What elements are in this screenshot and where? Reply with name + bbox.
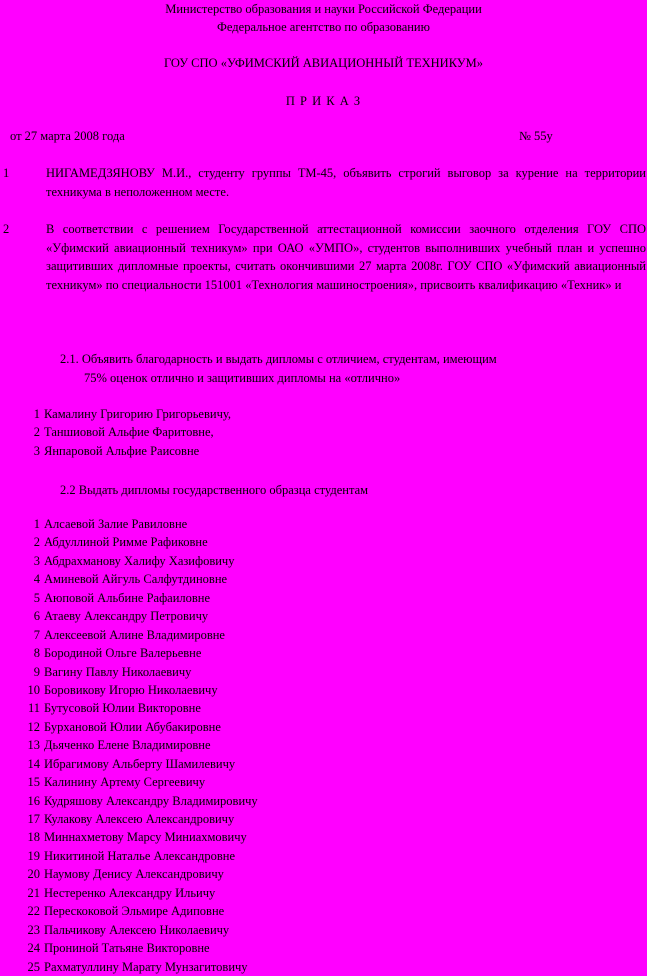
- list-item-number: 10: [27, 682, 40, 697]
- list-item-number: 20: [27, 867, 40, 882]
- list-item-number: 5: [33, 590, 40, 605]
- subsection-2-2-heading: 2.2 Выдать дипломы государственного образца студентам: [60, 483, 369, 497]
- list-item: [33, 423, 231, 441]
- list-item-name: Кулакову Алексею Александровичу: [44, 812, 235, 826]
- list-item: [24, 755, 258, 773]
- item-number: 1: [3, 166, 10, 180]
- list-item-number: 2: [33, 425, 40, 440]
- list-item: [24, 921, 258, 939]
- list-item: [24, 533, 258, 551]
- list-item-number: 16: [27, 793, 40, 808]
- list-item-number: 12: [27, 719, 40, 734]
- order-date: от 27 марта 2008 года: [10, 129, 125, 143]
- list-item-name: Миннахметову Марсу Миниахмовичу: [44, 830, 247, 845]
- list-item-number: 22: [27, 904, 40, 919]
- list-item-number: 3: [33, 553, 40, 568]
- list-item-name: Ибрагимову Альберту Шамилевичу: [44, 756, 236, 771]
- list-item-name: Бородиной Ольге Валерьевне: [44, 646, 202, 661]
- list-item-name: Рахматуллину Марату Мунзагитовичу: [44, 959, 248, 974]
- list-item: [33, 442, 231, 460]
- list-item: [24, 681, 258, 699]
- list-item-number: 9: [33, 664, 40, 679]
- list-item: [24, 718, 258, 736]
- institution-title: ГОУ СПО «УФИМСКИЙ АВИАЦИОННЫЙ ТЕХНИКУМ»: [163, 56, 484, 70]
- list-item: [24, 570, 258, 588]
- list-item: [24, 810, 258, 828]
- agency-line: Федеральное агентство по образованию: [217, 20, 430, 34]
- list-item-number: 19: [27, 848, 40, 863]
- list-item: [24, 607, 258, 625]
- order-title: П Р И К А З: [285, 94, 362, 108]
- list-item-name: Аюповой Альбине Рафаиловне: [44, 590, 211, 605]
- list-item: [24, 699, 258, 717]
- list-item-name: Таншиовой Альфие Фаритовне,: [44, 425, 214, 440]
- list-item: [24, 939, 258, 957]
- list-item-name: Пальчикову Алексею Николаевичу: [44, 922, 230, 937]
- list-item-number: 4: [33, 572, 40, 587]
- list-item-number: 25: [27, 959, 40, 974]
- list-item-name: Аминевой Айгуль Салфутдиновне: [44, 572, 228, 587]
- list-item-number: 21: [27, 885, 40, 900]
- item-text: В соответствии с решением Государственной аттестационной комиссии заочного отделения ГОУ СПО «Уфимский авиационный техникум» при ОАО «УМПО», студентов выполнивших учебный план и успешно защитивших дипломные проекты, считать окончившими 27 марта 2008г. ГОУ СПО «Уфимский авиационный техникум» по специальности 151001 «Технология машиностроения», присвоить квалификацию «Техник» и: [46, 222, 646, 292]
- diploma-student-list: [24, 515, 258, 976]
- ministry-line: Министерство образования и науки Российской Федерации: [165, 2, 482, 16]
- list-item-number: 1: [33, 517, 40, 531]
- subsection-2-1-line2: 75% оценок отлично и защитивших дипломы на «отлично»: [84, 370, 401, 385]
- list-item-number: 11: [27, 701, 40, 716]
- list-item-number: 13: [27, 738, 40, 753]
- list-item: [24, 736, 258, 754]
- list-item-number: 15: [27, 775, 40, 790]
- list-item: [24, 792, 258, 810]
- item-number: 2: [3, 222, 10, 236]
- list-item-name: Калинину Артему Сергеевичу: [44, 775, 206, 790]
- list-item-name: Камалину Григорию Григорьевичу,: [44, 407, 231, 421]
- list-item-number: 17: [27, 812, 40, 826]
- list-item-name: Алсаевой Залие Равиловне: [44, 517, 188, 531]
- list-item-name: Абдуллиной Римме Рафиковне: [44, 535, 208, 550]
- list-item: [24, 552, 258, 570]
- list-item-number: 14: [27, 756, 40, 771]
- list-item-name: Бурхановой Юлии Абубакировне: [44, 719, 221, 734]
- list-item-name: Прониной Татьяне Викторовне: [44, 941, 210, 956]
- list-item: [24, 773, 258, 791]
- subsection-2-1-line1: 2.1. Объявить благодарность и выдать дипломы с отличием, студентам, имеющим: [60, 352, 497, 366]
- subsection-2-1: [60, 350, 646, 387]
- item-text: НИГАМЕДЗЯНОВУ М.И., студенту группы ТМ-45, объявить строгий выговор за курение на территории техникума в неположенном месте.: [46, 166, 646, 199]
- list-item-number: 7: [33, 627, 40, 642]
- list-item: [24, 884, 258, 902]
- list-item-name: Алексеевой Алине Владимировне: [44, 627, 225, 642]
- list-item-name: Наумову Денису Александровичу: [44, 867, 224, 882]
- list-item-name: Нестеренко Александру Ильичу: [44, 885, 216, 900]
- list-item-name: Дьяченко Елене Владимировне: [44, 738, 211, 753]
- list-item-name: Кудряшову Александру Владимировичу: [44, 793, 258, 808]
- list-item: [24, 644, 258, 662]
- list-item-number: 2: [33, 535, 40, 550]
- honors-student-list: [33, 405, 231, 460]
- list-item: [24, 663, 258, 681]
- list-item-name: Атаеву Александру Петровичу: [44, 609, 209, 624]
- list-item-name: Бутусовой Юлии Викторовне: [44, 701, 201, 716]
- list-item: [24, 589, 258, 607]
- order-number: № 55у: [519, 129, 553, 143]
- list-item-name: Перескоковой Эльмире Адиповне: [44, 904, 225, 919]
- list-item-number: 1: [33, 407, 40, 421]
- list-item-name: Абдрахманову Халифу Хазифовичу: [44, 553, 235, 568]
- list-item-number: 3: [33, 443, 40, 458]
- list-item: [24, 847, 258, 865]
- list-item-number: 8: [33, 646, 40, 661]
- list-item-number: 24: [27, 941, 40, 956]
- list-item-number: 18: [27, 830, 40, 845]
- list-item: [24, 902, 258, 920]
- list-item: [33, 405, 231, 423]
- list-item: [24, 958, 258, 976]
- list-item-name: Янпаровой Альфие Раисовне: [44, 443, 200, 458]
- list-item: [24, 515, 258, 533]
- list-item: [24, 865, 258, 883]
- list-item-number: 6: [33, 609, 40, 624]
- list-item-number: 23: [27, 922, 40, 937]
- list-item: [24, 828, 258, 846]
- list-item: [24, 626, 258, 644]
- list-item-name: Боровикову Игорю Николаевичу: [44, 682, 218, 697]
- list-item-name: Вагину Павлу Николаевичу: [44, 664, 192, 679]
- list-item-name: Никитиной Наталье Александровне: [44, 848, 236, 863]
